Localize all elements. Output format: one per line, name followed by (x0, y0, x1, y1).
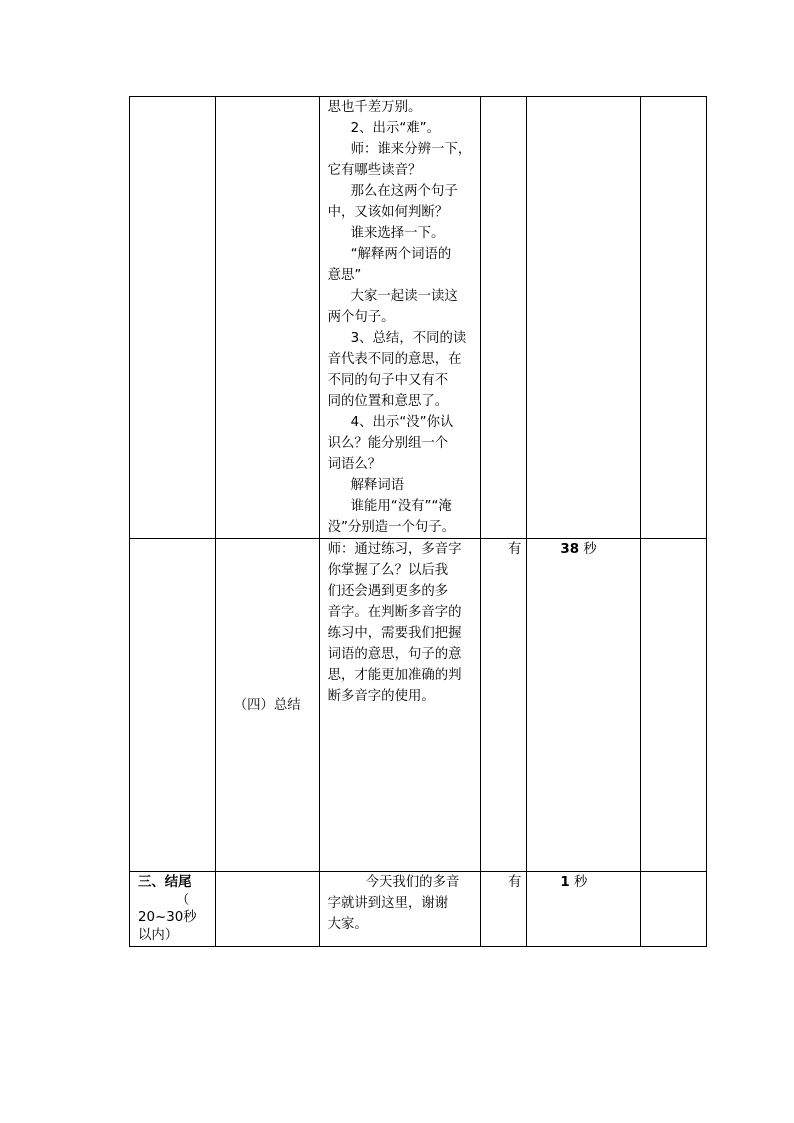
stage-cell (215, 97, 319, 539)
section-cell (130, 872, 216, 947)
section-note: （ (176, 893, 190, 908)
text-line: 2、出示“难”。 (350, 121, 440, 136)
text-line: 们还会遇到更多的多 (327, 584, 449, 599)
table-row (130, 539, 707, 872)
activity-cell (319, 539, 480, 872)
text-line: 解释词语 (350, 478, 405, 493)
section-note: 20~30秒 (138, 910, 197, 925)
text-line: “解释两个词语的 (350, 247, 452, 262)
has-cell (481, 97, 527, 539)
time-unit: 秒 (574, 875, 588, 890)
time-cell (527, 872, 641, 947)
stage-cell (215, 872, 319, 947)
text-line: 同的位置和意思了。 (327, 394, 449, 409)
notes-cell (641, 539, 707, 872)
notes-cell (641, 97, 707, 539)
time-value: 38 (560, 542, 580, 557)
text-line: 两个句子。 (327, 310, 395, 325)
text-line: 大家一起读一读这 (350, 289, 458, 304)
text-line: 中，又该如何判断？ (327, 205, 449, 220)
text-line: 4、出示“没”你认 (350, 415, 454, 430)
text-line: 师：通过练习，多音字 (327, 542, 462, 557)
lesson-plan-table (129, 96, 707, 947)
text-line: 不同的句子中又有不 (327, 373, 449, 388)
has-label: 有 (508, 542, 522, 557)
text-line: 断多音字的使用。 (327, 689, 435, 704)
text-line: 谁来选择一下。 (350, 226, 445, 241)
text-line: 师：谁来分辨一下， (350, 142, 472, 157)
text-line: 音字。在判断多音字的 (327, 605, 462, 620)
text-line: 你掌握了么？以后我 (327, 563, 449, 578)
section-cell (130, 539, 216, 872)
section-cell (130, 97, 216, 539)
text-line: 那么在这两个句子 (350, 184, 458, 199)
section-note: 以内） (138, 928, 179, 943)
time-unit: 秒 (583, 542, 597, 557)
text-line: 谁能用“没有”“淹 (350, 499, 452, 514)
text-line: 今天我们的多音 (365, 875, 460, 890)
text-line: 识么？能分别组一个 (327, 436, 449, 451)
section-title: 三、结尾 (138, 875, 192, 890)
text-line: 大家。 (327, 917, 368, 932)
text-line: 字就讲到这里，谢谢 (327, 896, 449, 911)
text-line: 没”分别造一个句子。 (327, 520, 456, 535)
text-line: 思，才能更加准确的判 (327, 668, 462, 683)
text-line: 词语的意思，句子的意 (327, 647, 462, 662)
text-line: 练习中，需要我们把握 (327, 626, 462, 641)
has-cell (481, 872, 527, 947)
stage-cell (215, 539, 319, 872)
has-cell (481, 539, 527, 872)
text-line: 3、总结，不同的读 (350, 331, 467, 346)
text-line: 音代表不同的意思，在 (327, 352, 462, 367)
table-row (130, 97, 707, 539)
stage-label: （四）总结 (233, 697, 301, 713)
text-line: 词语么？ (327, 457, 382, 472)
text-line: 思也千差万别。 (327, 100, 422, 115)
activity-cell (319, 872, 480, 947)
time-cell (527, 539, 641, 872)
activity-cell (319, 97, 480, 539)
time-cell (527, 97, 641, 539)
has-label: 有 (508, 875, 522, 890)
text-line: 意思” (327, 268, 362, 283)
text-line: 它有哪些读音？ (327, 163, 422, 178)
table-row (130, 872, 707, 947)
notes-cell (641, 872, 707, 947)
time-value: 1 (560, 875, 570, 890)
